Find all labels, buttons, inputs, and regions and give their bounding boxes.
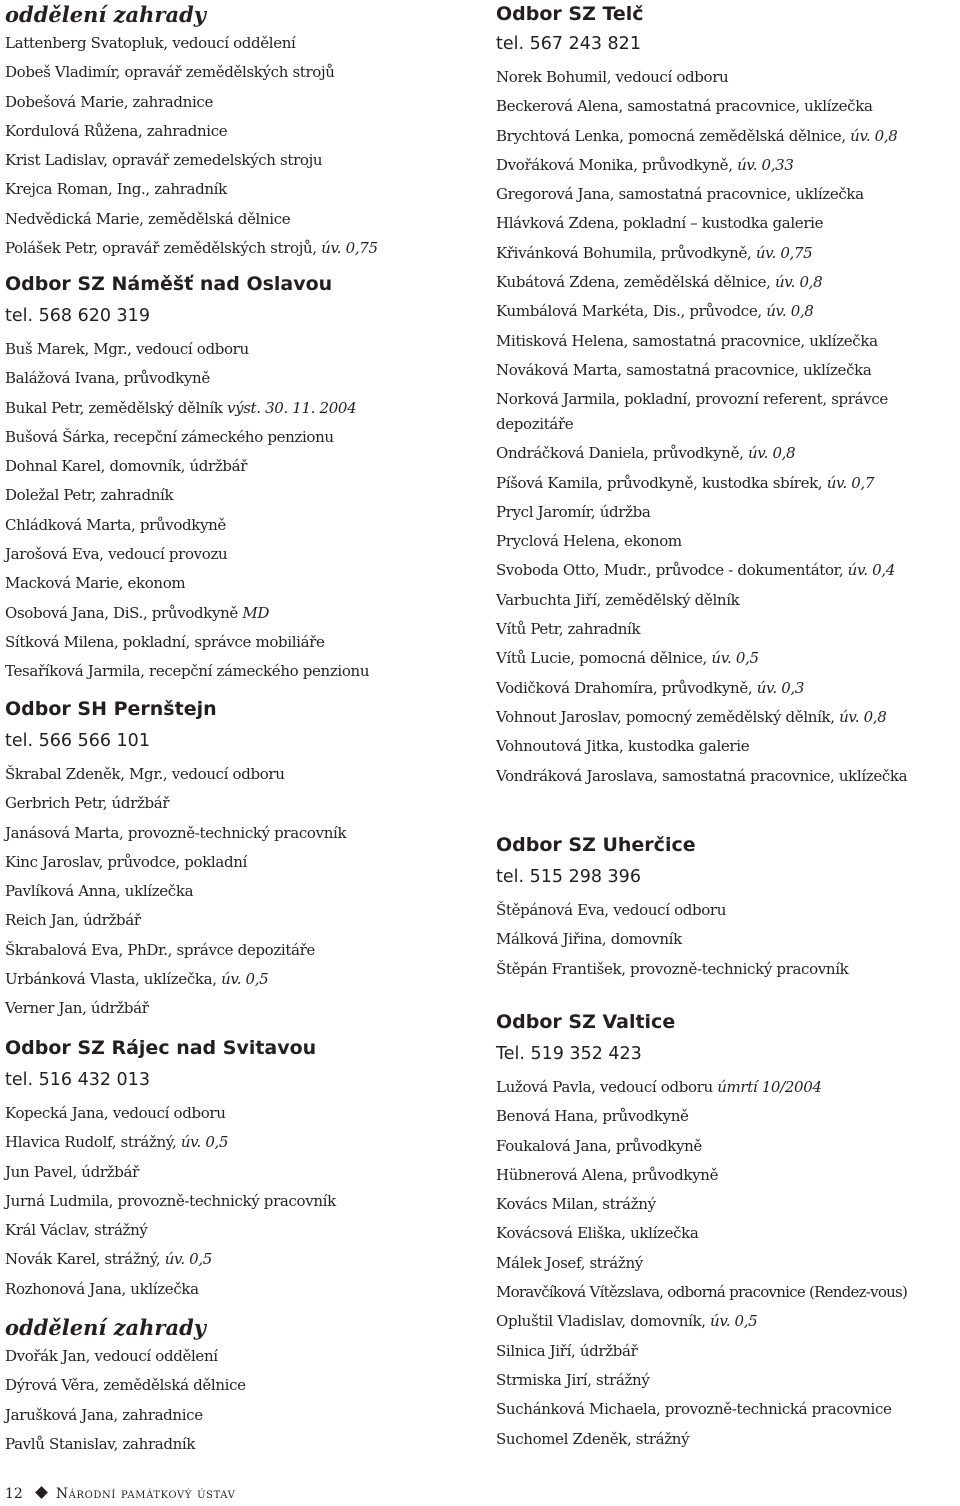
staff-text: Suchomel Zdeněk, strážný xyxy=(496,1429,690,1448)
staff-text: Buš Marek, Mgr., vedoucí odboru xyxy=(5,340,249,358)
staff-text: Gregorová Jana, samostatná pracovnice, uklízečka xyxy=(496,185,864,204)
staff-text: Krist Ladislav, opravář zemedelských stroju xyxy=(5,151,323,170)
staff-text: Janásová Marta, provozně-technický pracovník xyxy=(5,823,347,842)
section-phone: tel. 515 298 396 xyxy=(496,867,641,887)
section-heading: Odbor SZ Valtice xyxy=(496,1011,676,1033)
staff-list xyxy=(5,1099,467,1304)
staff-text: Doležal Petr, zahradník xyxy=(5,486,174,505)
staff-entry xyxy=(496,239,958,268)
staff-text: Nedvědická Marie, zemědělská dělnice xyxy=(5,209,291,228)
staff-text: Prycl Jaromír, údržba xyxy=(496,502,651,521)
staff-text: Dvořák Jan, vedoucí oddělení xyxy=(5,1347,218,1365)
staff-note: úv. 0,8 xyxy=(766,302,814,321)
staff-entry xyxy=(496,1161,958,1190)
staff-text: Strmiska Jirí, strážný xyxy=(496,1370,650,1389)
staff-entry xyxy=(5,58,467,87)
staff-entry xyxy=(5,511,467,540)
staff-text: Vohnoutová Jitka, kustodka galerie xyxy=(496,737,750,756)
staff-text: Ondráčková Daniela, průvodkyně, xyxy=(496,444,744,463)
staff-entry xyxy=(496,762,958,791)
staff-text: Kordulová Růžena, zahradnice xyxy=(5,121,228,140)
staff-text: Vondráková Jaroslava, samostatná pracovnice, uklízečka xyxy=(496,766,908,785)
section-phone: tel. 568 620 319 xyxy=(5,306,150,326)
staff-text: Osobová Jana, DiS., průvodkyně xyxy=(5,603,238,622)
section-heading: Odbor SH Pernštejn xyxy=(5,698,217,720)
staff-text: Jarušková Jana, zahradnice xyxy=(5,1405,203,1424)
staff-entry xyxy=(496,556,958,585)
staff-text: Lattenberg Svatopluk, vedoucí oddělení xyxy=(5,34,296,52)
staff-text: Král Václav, strážný xyxy=(5,1221,148,1240)
section-heading: Odbor SZ Uherčice xyxy=(496,834,696,856)
staff-list xyxy=(496,1073,958,1454)
staff-note: úv. 0,75 xyxy=(321,239,378,258)
staff-entry xyxy=(496,268,958,297)
section-heading: Odbor SZ Náměšť nad Oslavou xyxy=(5,273,333,295)
staff-entry xyxy=(5,175,467,204)
staff-text: Jun Pavel, údržbář xyxy=(5,1162,139,1181)
staff-text: Kovács Milan, strážný xyxy=(496,1195,656,1214)
staff-note: úv. 0,5 xyxy=(221,970,269,989)
section-uhercice xyxy=(496,831,958,984)
staff-text: Štěpán František, provozně-technický pracovník xyxy=(496,959,849,978)
staff-entry xyxy=(496,1190,958,1219)
staff-text: Opluštil Vladislav, domovník, xyxy=(496,1312,706,1331)
staff-text: Dobeš Vladimír, opravář zemědělských strojů xyxy=(5,63,335,82)
staff-entry xyxy=(5,481,467,510)
section-namest xyxy=(5,270,467,687)
staff-entry xyxy=(496,586,958,615)
staff-entry xyxy=(5,205,467,234)
staff-note: úv. 0,5 xyxy=(710,1312,758,1331)
staff-note: úv. 0,8 xyxy=(850,126,898,145)
staff-entry xyxy=(5,848,467,877)
staff-note: úv. 0,7 xyxy=(826,473,875,492)
staff-entry xyxy=(5,423,467,452)
staff-entry xyxy=(5,1245,467,1274)
staff-note: úv. 0,5 xyxy=(180,1133,229,1152)
staff-text: Rozhonová Jana, uklízečka xyxy=(5,1279,199,1298)
staff-note: úv. 0,33 xyxy=(737,155,794,174)
staff-text: Vítů Lucie, pomocná dělnice, xyxy=(496,649,707,668)
staff-entry xyxy=(5,1401,467,1430)
staff-entry xyxy=(5,117,467,146)
staff-entry xyxy=(5,657,467,686)
staff-text: Silnica Jiří, údržbář xyxy=(496,1341,638,1360)
staff-entry xyxy=(5,540,467,569)
staff-text: Krejca Roman, Ing., zahradník xyxy=(5,180,227,199)
staff-list xyxy=(496,63,958,791)
staff-text: Vítů Petr, zahradník xyxy=(496,620,641,639)
staff-entry xyxy=(496,387,958,437)
staff-text: Kovácsová Eliška, uklízečka xyxy=(496,1224,699,1243)
staff-text: Kumbálová Markéta, Dis., průvodce, xyxy=(496,302,762,321)
staff-text: Málková Jiřina, domovník xyxy=(496,930,682,949)
staff-text: Lužová Pavla, vedoucí odboru xyxy=(496,1078,713,1096)
section-heading: Odbor SZ Rájec nad Svitavou xyxy=(5,1037,317,1059)
staff-entry xyxy=(5,936,467,965)
staff-entry xyxy=(5,1216,467,1245)
staff-text: Štěpánová Eva, vedoucí odboru xyxy=(496,901,727,919)
section-phone: Tel. 519 352 423 xyxy=(496,1044,642,1064)
staff-note: úv. 0,8 xyxy=(747,444,796,463)
section-pernstejn xyxy=(5,695,467,1024)
staff-entry xyxy=(496,122,958,151)
section-phone: tel. 516 432 013 xyxy=(5,1070,150,1090)
staff-note: úv. 0,3 xyxy=(756,678,805,697)
staff-text: Dýrová Věra, zemědělská dělnice xyxy=(5,1376,246,1395)
staff-text: Suchánková Michaela, provozně-technická pracovnice xyxy=(496,1400,892,1419)
staff-entry xyxy=(5,994,467,1023)
page-footer xyxy=(5,1484,235,1504)
staff-text: Bušová Šárka, recepční zámeckého penzionu xyxy=(5,427,334,446)
section-heading: Odbor SZ Telč xyxy=(496,3,644,25)
staff-entry xyxy=(5,364,467,393)
staff-text: Chládková Marta, průvodkyně xyxy=(5,515,226,534)
staff-text: Škrabalová Eva, PhDr., správce depozitáře xyxy=(5,940,315,959)
staff-text: Hlávková Zdena, pokladní – kustodka galerie xyxy=(496,214,824,233)
staff-text: Urbánková Vlasta, uklízečka, xyxy=(5,970,217,989)
staff-entry xyxy=(496,1278,958,1307)
staff-entry xyxy=(496,92,958,121)
staff-entry xyxy=(5,146,467,175)
staff-text: Pryclová Helena, ekonom xyxy=(496,532,682,551)
staff-entry xyxy=(496,732,958,761)
staff-note: úmrtí 10/2004 xyxy=(717,1078,822,1096)
staff-text: Vodičková Drahomíra, průvodkyně, xyxy=(496,678,753,697)
staff-text: Kinc Jaroslav, průvodce, pokladní xyxy=(5,852,247,871)
staff-text: Jurná Ludmila, provozně-technický pracovník xyxy=(5,1191,336,1210)
staff-entry xyxy=(496,674,958,703)
staff-entry xyxy=(496,209,958,238)
staff-entry xyxy=(496,327,958,356)
staff-entry xyxy=(496,1337,958,1366)
staff-text: Norková Jarmila, pokladní, provozní referent, správce depozitáře xyxy=(496,390,888,434)
staff-entry xyxy=(5,88,467,117)
staff-entry xyxy=(5,234,467,263)
staff-text: Reich Jan, údržbář xyxy=(5,911,141,930)
section-telc xyxy=(496,0,958,791)
staff-note: MD xyxy=(242,603,270,622)
staff-text: Dobešová Marie, zahradnice xyxy=(5,92,213,111)
staff-text: Dvořáková Monika, průvodkyně, xyxy=(496,155,733,174)
staff-text: Pavlíková Anna, uklízečka xyxy=(5,882,194,901)
staff-entry xyxy=(5,760,467,789)
staff-text: Pavlů Stanislav, zahradník xyxy=(5,1434,196,1453)
staff-entry xyxy=(496,180,958,209)
staff-text: Jarošová Eva, vedoucí provozu xyxy=(5,545,228,564)
staff-text: Novák Karel, strážný, xyxy=(5,1250,161,1269)
staff-entry xyxy=(5,965,467,994)
staff-entry xyxy=(496,1249,958,1278)
staff-text: Málek Josef, strážný xyxy=(496,1253,643,1272)
staff-entry xyxy=(496,1366,958,1395)
staff-entry xyxy=(5,29,467,58)
staff-entry xyxy=(496,297,958,326)
staff-text: Norek Bohumil, vedoucí odboru xyxy=(496,68,729,86)
page-number: 12 xyxy=(5,1486,23,1502)
staff-text: Moravčíková Vítězslava, odborná pracovnice (Rendez-vous) xyxy=(496,1283,908,1302)
staff-entry xyxy=(496,1102,958,1131)
staff-entry xyxy=(496,356,958,385)
staff-entry xyxy=(496,63,958,92)
staff-text: Vohnout Jaroslav, pomocný zemědělský dělník, xyxy=(496,707,835,726)
staff-entry xyxy=(496,1307,958,1336)
staff-entry xyxy=(5,1371,467,1400)
staff-list xyxy=(5,335,467,687)
staff-text: Mitisková Helena, samostatná pracovnice, uklízečka xyxy=(496,331,878,350)
staff-entry xyxy=(5,335,467,364)
staff-note: úv. 0,75 xyxy=(755,243,813,262)
staff-text: Tesaříková Jarmila, recepční zámeckého penzionu xyxy=(5,662,370,681)
staff-text: Bukal Petr, zemědělský dělník xyxy=(5,398,223,417)
staff-entry xyxy=(496,615,958,644)
staff-text: Brychtová Lenka, pomocná zemědělská dělnice, xyxy=(496,126,846,145)
staff-text: Varbuchta Jiří, zemědělský dělník xyxy=(496,590,740,609)
section-phone: tel. 567 243 821 xyxy=(496,34,641,54)
staff-entry xyxy=(496,151,958,180)
section-garden-1 xyxy=(5,0,467,263)
staff-entry xyxy=(5,394,467,423)
staff-list xyxy=(496,896,958,984)
section-valtice xyxy=(496,1008,958,1454)
staff-text: Gerbrich Petr, údržbář xyxy=(5,794,170,813)
staff-text: Dohnal Karel, domovník, údržbář xyxy=(5,457,248,476)
staff-entry xyxy=(5,569,467,598)
staff-entry xyxy=(5,628,467,657)
staff-text: Píšová Kamila, průvodkyně, kustodka sbírek, xyxy=(496,473,823,492)
staff-text: Svoboda Otto, Mudr., průvodce - dokumentátor, xyxy=(496,561,844,580)
section-heading: oddělení zahrady xyxy=(5,2,206,27)
staff-entry xyxy=(5,1342,467,1371)
staff-text: Nováková Marta, samostatná pracovnice, uklízečka xyxy=(496,360,872,379)
staff-entry xyxy=(496,925,958,954)
staff-entry xyxy=(496,703,958,732)
staff-text: Foukalová Jana, průvodkyně xyxy=(496,1136,702,1155)
staff-note: úv. 0,8 xyxy=(774,273,823,292)
staff-note: úv. 0,8 xyxy=(839,707,887,726)
staff-note: úv. 0,5 xyxy=(164,1250,212,1269)
staff-entry xyxy=(5,906,467,935)
staff-note: úv. 0,5 xyxy=(711,649,759,668)
staff-list xyxy=(5,29,467,263)
staff-entry xyxy=(496,955,958,984)
staff-entry xyxy=(496,1425,958,1454)
staff-text: Balážová Ivana, průvodkyně xyxy=(5,369,210,388)
staff-text: Kubátová Zdena, zemědělská dělnice, xyxy=(496,273,771,292)
staff-entry xyxy=(5,452,467,481)
staff-entry xyxy=(5,819,467,848)
staff-note: úv. 0,4 xyxy=(847,561,895,580)
staff-text: Hlavica Rudolf, strážný, xyxy=(5,1133,177,1152)
diamond-icon xyxy=(35,1486,48,1499)
staff-entry xyxy=(5,1275,467,1304)
staff-text: Hübnerová Alena, průvodkyně xyxy=(496,1165,719,1184)
staff-text: Kopecká Jana, vedoucí odboru xyxy=(5,1104,226,1122)
staff-entry xyxy=(496,1395,958,1424)
staff-text: Beckerová Alena, samostatná pracovnice, uklízečka xyxy=(496,97,873,116)
section-phone: tel. 566 566 101 xyxy=(5,731,150,751)
staff-note: výst. 30. 11. 2004 xyxy=(226,398,357,417)
staff-list xyxy=(5,1342,467,1459)
staff-entry xyxy=(5,789,467,818)
staff-entry xyxy=(496,1132,958,1161)
staff-entry xyxy=(5,1128,467,1157)
section-garden-2 xyxy=(5,1313,467,1459)
staff-entry xyxy=(496,1073,958,1102)
staff-text: Macková Marie, ekonom xyxy=(5,574,186,593)
staff-entry xyxy=(496,1219,958,1248)
staff-entry xyxy=(5,1430,467,1459)
section-heading: oddělení zahrady xyxy=(5,1315,206,1340)
staff-text: Sítková Milena, pokladní, správce mobiliáře xyxy=(5,632,325,651)
staff-entry xyxy=(5,1187,467,1216)
staff-text: Křivánková Bohumila, průvodkyně, xyxy=(496,243,752,262)
staff-entry xyxy=(5,1099,467,1128)
staff-entry xyxy=(496,896,958,925)
staff-entry xyxy=(5,877,467,906)
staff-text: Škrabal Zdeněk, Mgr., vedoucí odboru xyxy=(5,765,285,783)
staff-text: Benová Hana, průvodkyně xyxy=(496,1107,689,1126)
staff-list xyxy=(5,760,467,1024)
staff-entry xyxy=(496,439,958,468)
institution-name: Národní památkový ústav xyxy=(55,1486,236,1502)
staff-entry xyxy=(5,599,467,628)
staff-text: Verner Jan, údržbář xyxy=(5,999,149,1018)
staff-entry xyxy=(496,498,958,527)
staff-entry xyxy=(5,1158,467,1187)
staff-text: Polášek Petr, opravář zemědělských strojů, xyxy=(5,239,317,258)
staff-entry xyxy=(496,469,958,498)
staff-entry xyxy=(496,527,958,556)
section-rajec xyxy=(5,1034,467,1304)
staff-entry xyxy=(496,644,958,673)
